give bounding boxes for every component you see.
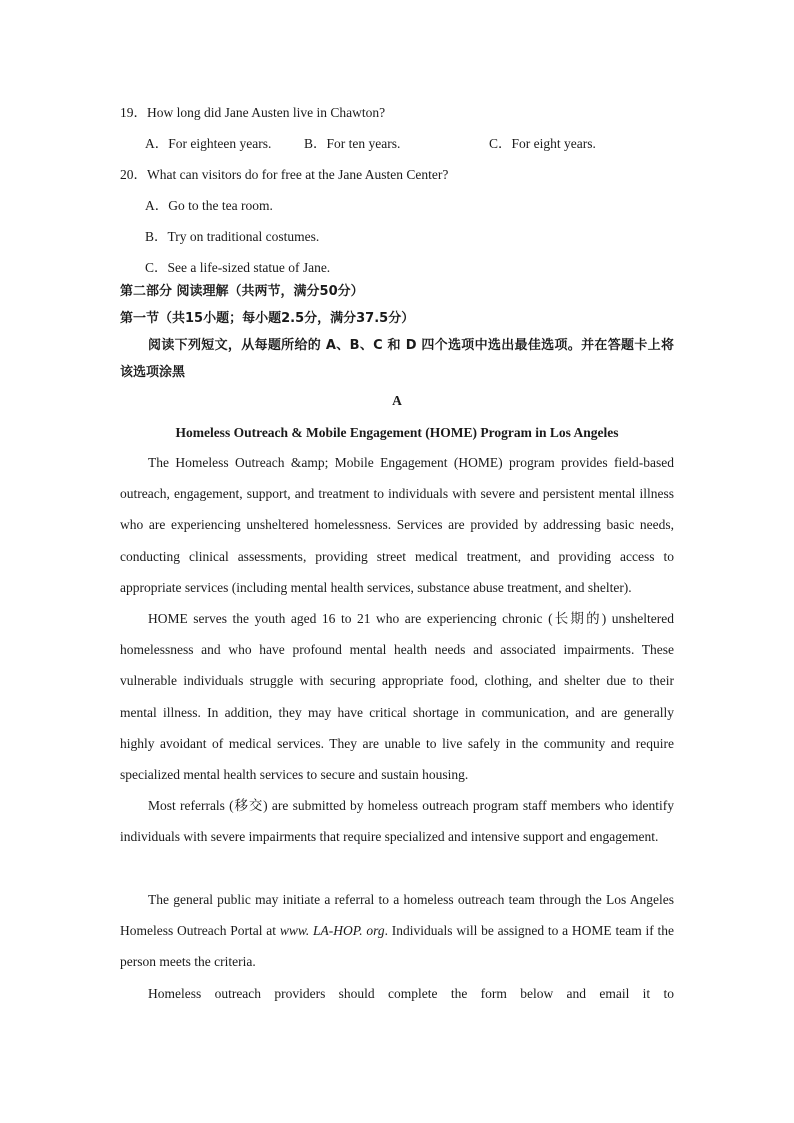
la-hop-url: www. LA-HOP. org [279,923,385,939]
question-20-option-a: A．Go to the tea room. [145,198,273,213]
question-19-option-b: B．For ten years. [304,136,401,151]
part2-heading: 第二部分 阅读理解（共两节，满分50分） [120,284,364,299]
paragraph-4-text-before: The general public may initiate a referral to a homeless outreach team through the Los Angeles Homeless Outreach Portal at [120,892,674,939]
paragraph-4-text-after: . Individuals will be assigned to a HOME team if the person meets the criteria. [120,923,674,970]
passage-paragraph-3: Most referrals (移交) are submitted by homeless outreach program staff members who identify individuals with severe impairments that require specialized and intensive support and engagement. [120,798,674,845]
question-19-option-a: A．For eighteen years. [145,136,272,151]
passage-paragraph-4 [120,884,674,978]
passage-paragraph-1: The Homeless Outreach &amp; Mobile Engagement (HOME) program provides field-based outreach, engagement, support, and treatment to individuals with severe and persistent mental illness who are experiencing unsheltered homelessness. Services are provided by addressing basic needs, conducting clinical assessments, providing street medical treatment, and providing access to appropriate services (including mental health services, substance abuse treatment, and shelter). [120,455,674,595]
passage-label: A [392,393,402,408]
passage-paragraph-5: Homeless outreach providers should complete the form below and email it to [148,986,674,1001]
question-19-stem: 19．How long did Jane Austen live in Chawton? [120,105,386,120]
reading-instructions: 阅读下列短文，从每题所给的 A、B、C 和 D 四个选项中选出最佳选项。并在答题卡上将该选项涂黑 [120,338,674,380]
question-20-option-b: B．Try on traditional costumes. [145,229,320,244]
section1-heading: 第一节（共15小题；每小题2.5分，满分37.5分） [120,311,415,326]
question-19-option-c: C．For eight years. [489,136,596,151]
question-20-stem: 20．What can visitors do for free at the Jane Austen Center? [120,167,449,182]
passage-title: Homeless Outreach & Mobile Engagement (HOME) Program in Los Angeles [175,425,619,440]
question-20-option-c: C．See a life-sized statue of Jane. [145,260,331,275]
passage-paragraph-2: HOME serves the youth aged 16 to 21 who are experiencing chronic (长期的) unsheltered homelessness and who have profound mental health needs and associated impairments. These vulnerable individuals struggle with securing appropriate food, clothing, and shelter due to their mental illness. In addition, they may have critical shortage in communication, and are generally highly avoidant of medical services. They are unable to live safely in the community and require specialized mental health services to secure and sustain housing. [120,611,674,783]
